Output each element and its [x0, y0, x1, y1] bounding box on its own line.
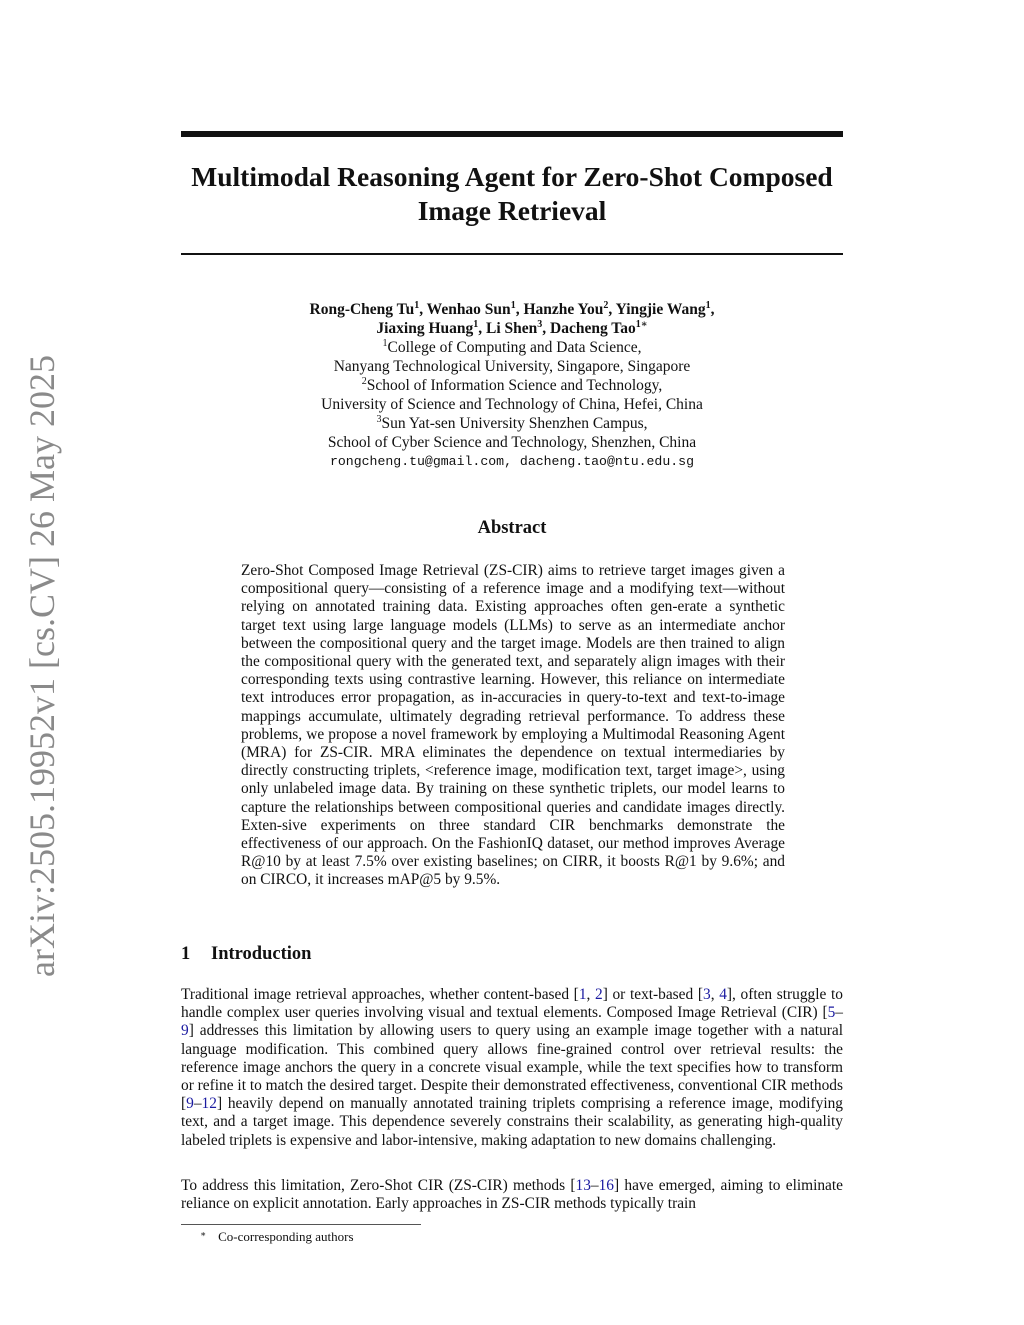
affiliation-text: University of Science and Technology of China, Hefei, China	[321, 396, 703, 413]
section-heading-introduction	[181, 944, 311, 965]
author-separator: ,	[419, 301, 427, 318]
author-block	[181, 300, 843, 471]
footnote-text: Co-corresponding authors	[218, 1229, 354, 1244]
affiliation-line	[181, 433, 843, 452]
title-bottom-rule	[181, 253, 843, 255]
author-sup: 1	[414, 300, 420, 311]
paragraph-text: –	[590, 1177, 599, 1194]
affiliation-line	[181, 376, 843, 395]
citation-link[interactable]: 2	[595, 986, 603, 1003]
author-sup: 1	[473, 319, 479, 330]
author-name: Yingjie Wang	[615, 301, 706, 318]
citation-link[interactable]: 12	[201, 1095, 217, 1113]
intro-paragraph-2	[181, 1177, 843, 1213]
citation-link[interactable]: 4	[719, 986, 727, 1003]
abstract-heading: Abstract	[477, 518, 547, 538]
citation-link[interactable]: 16	[598, 1177, 614, 1194]
author-separator: ,	[608, 301, 616, 318]
citation-link[interactable]: 3	[702, 986, 711, 1003]
author-name: Jiaxing Huang	[376, 320, 474, 337]
author-separator: ,	[710, 301, 715, 318]
author-line-2	[181, 319, 843, 338]
title-line-2: Image Retrieval	[417, 195, 607, 226]
paragraph-text: ] addresses this limitation by allowing users to query using an example image together with a natural language modification. This combined query allows fine-grained control over retrieval results: the reference image anchors the query in a concrete visual example, while the text specifies how to transform or refine it to match the desired target. Despite their demonstrated effectiveness, conventional CIR methods [	[181, 1022, 843, 1113]
author-name: Rong-Cheng Tu	[309, 301, 415, 318]
affiliation-text: Nanyang Technological University, Singapore, Singapore	[333, 358, 691, 375]
citation-link[interactable]: 9	[186, 1095, 194, 1113]
section-title: Introduction	[211, 944, 312, 964]
footnote-rule	[181, 1224, 421, 1225]
author-name: Dacheng Tao	[550, 320, 636, 337]
affiliation-line	[181, 395, 843, 414]
affiliation-text: School of Information Science and Technology,	[366, 377, 663, 394]
affiliation-line	[181, 414, 843, 433]
author-emails[interactable]: rongcheng.tu@gmail.com, dacheng.tao@ntu.edu.sg	[329, 454, 695, 469]
footnote	[200, 1229, 354, 1245]
author-name: Wenhao Sun	[426, 301, 511, 318]
citation-link[interactable]: 1	[578, 986, 587, 1003]
arxiv-identifier: arXiv:2505.19952v1 [cs.CV] 26 May 2025	[22, 355, 62, 977]
author-separator: ,	[515, 301, 524, 318]
affiliation-sup: 2	[361, 376, 367, 387]
affiliation-sup: 3	[376, 414, 382, 425]
affiliation-text: College of Computing and Data Science,	[387, 339, 642, 356]
paragraph-text: –	[193, 1095, 202, 1113]
author-sup: 1∗	[635, 319, 648, 330]
paragraph-text: ], often struggle to handle complex user queries involving visual and textual elements. Composed Image Retrieval (CIR) [	[181, 986, 843, 1022]
paper-title	[181, 160, 843, 228]
paragraph-text: ,	[586, 986, 596, 1003]
footnote-mark: ∗	[200, 1229, 207, 1239]
abstract-body: Zero-Shot Composed Image Retrieval (ZS-CIR) aims to retrieve target images given a compositional query—consisting of a reference image and a modifying text—without relying on annotated training data. Existing approaches often gen-erate a synthetic target text using large language models (LLMs) to serve as an intermediate anchor between the compositional query and the target image. Models are then trained to align the compositional query with the generated text, and separately align images with their corresponding texts using contrastive learning. However, this reliance on intermediate text introduces error propagation, as in-accuracies in query-to-text and text-to-image mappings accumulate, ultimately degrading retrieval performance. To address these problems, we propose a novel framework by employing a Multimodal Reasoning Agent (MRA) for ZS-CIR. MRA eliminates the dependence on textual intermediaries by directly constructing triplets, <reference image, modification text, target image>, using only unlabeled image data. By training on these synthetic triplets, our model learns to capture the relationships between compositional queries and candidate images directly. Exten-sive experiments on three standard CIR benchmarks demonstrate the effectiveness of our approach. On the FashionIQ dataset, our method improves Average R@10 by at least 7.5% over existing baselines; on CIRR, it boosts R@1 by 9.6%; and on CIRCO, it increases mAP@5 by 9.5%.	[241, 562, 785, 889]
paragraph-text: –	[835, 1004, 843, 1022]
paragraph-text: Traditional image retrieval approaches, whether content-based [	[181, 986, 579, 1003]
title-line-1: Multimodal Reasoning Agent for Zero-Shot Composed	[191, 161, 833, 192]
affiliation-sup: 1	[382, 338, 388, 349]
author-name: Hanzhe You	[523, 301, 604, 318]
paragraph-text: ] heavily depend on manually annotated training triplets comprising a reference image, modifying text, and a target image. This dependence severely constrains their scalability, as generating high-quality labeled triplets is expensive and labor-intensive, making adaptation to new domains challenging.	[181, 1095, 843, 1149]
title-top-rule	[181, 131, 843, 137]
intro-paragraph-1	[181, 986, 843, 1150]
author-sup: 1	[705, 300, 711, 311]
paragraph-text: ,	[710, 986, 720, 1003]
affiliation-line	[181, 338, 843, 357]
author-line-1	[181, 300, 843, 319]
author-sup: 1	[510, 300, 516, 311]
section-number: 1	[181, 944, 191, 964]
affiliation-text: Sun Yat-sen University Shenzhen Campus,	[381, 415, 648, 432]
citation-link[interactable]: 5	[827, 1004, 836, 1022]
author-name: Li Shen	[486, 320, 538, 337]
paragraph-text: ] have emerged, aiming to eliminate reliance on explicit annotation. Early approaches in ZS-CIR methods typically train	[181, 1177, 843, 1213]
author-separator: ,	[478, 320, 486, 337]
citation-link[interactable]: 13	[575, 1177, 591, 1194]
affiliation-line	[181, 357, 843, 376]
author-separator: ,	[542, 320, 551, 337]
author-sup: 2	[603, 300, 609, 311]
paragraph-text: ] or text-based [	[602, 986, 703, 1003]
affiliation-text: School of Cyber Science and Technology, Shenzhen, China	[327, 434, 697, 451]
citation-link[interactable]: 9	[181, 1022, 189, 1040]
author-sup: 3	[537, 319, 543, 330]
paragraph-text: To address this limitation, Zero-Shot CIR (ZS-CIR) methods [	[181, 1177, 576, 1194]
